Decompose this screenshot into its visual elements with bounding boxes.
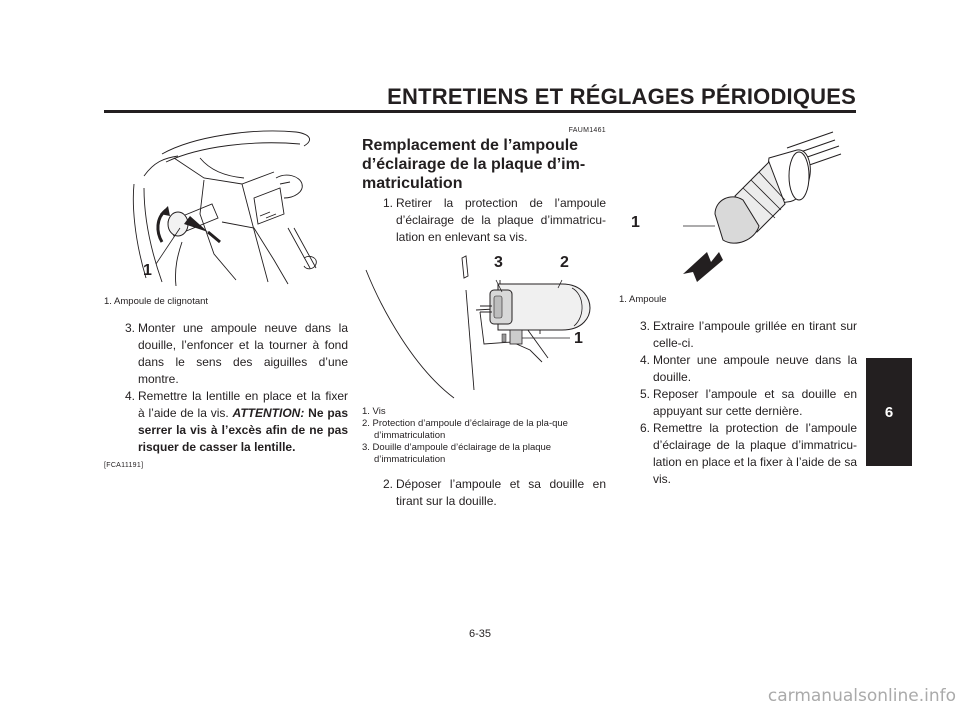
right-column — [619, 118, 857, 488]
figure-callout-1: 1 — [143, 262, 152, 279]
step-text: Monter une ampoule neuve dans la douille, l’enfoncer et la tourner à fond dans le sens des aiguilles d’une montre. — [138, 321, 348, 386]
bulb-illustration — [619, 122, 857, 292]
step-number: 4. — [640, 353, 651, 367]
step-item — [619, 420, 857, 488]
attention-text: Ne pas serrer la vis à l’excès afin de ne pas risquer de casser la lentille. — [138, 406, 349, 454]
step-list — [619, 318, 857, 488]
caption-item: 3. Douille d’ampoule d’éclairage de la plaque d’immatriculation — [362, 442, 552, 465]
caption-item: 1. Ampoule de clignotant — [104, 296, 209, 307]
step-list — [104, 320, 348, 456]
step-number: 1. — [383, 196, 394, 210]
figure-caption — [619, 294, 857, 306]
figure-caption — [104, 296, 348, 308]
step-item — [619, 386, 857, 420]
figure-callout-1: 1 — [574, 330, 583, 347]
page-header-title: ENTRETIENS ET RÉGLAGES PÉRIODIQUES — [387, 84, 856, 109]
license-light-illustration — [362, 250, 606, 400]
step-number: 5. — [640, 387, 651, 401]
step-text: Remettre la lentille en place et la fixer à l’aide de la vis. — [138, 389, 348, 420]
left-column — [104, 118, 348, 469]
step-item — [619, 352, 857, 386]
turn-signal-figure — [104, 118, 348, 290]
step-number: 2. — [383, 477, 394, 491]
step-number: 3. — [125, 321, 136, 335]
watermark: carmanualsonline.info — [767, 686, 956, 706]
figure-callout-1: 1 — [631, 214, 640, 231]
step-number: 3. — [640, 319, 651, 333]
turn-signal-illustration — [104, 118, 348, 290]
figure-callout-2: 2 — [560, 254, 569, 271]
figure-callout-3: 3 — [494, 254, 503, 271]
reference-code: [FCA11191] — [104, 462, 144, 469]
step-text: Déposer l’ampoule et sa douille en tirant sur la douille. — [396, 477, 606, 508]
step-text: Extraire l’ampoule grillée en tirant sur celle-ci. — [653, 319, 857, 350]
middle-column — [362, 118, 606, 510]
step-item — [104, 388, 348, 456]
page-number: 6-35 — [468, 628, 492, 640]
step-number: 4. — [125, 389, 136, 403]
header-rule — [104, 110, 856, 113]
section-title: Remplacement de l’ampoule d’éclairage de la plaque d’im-matriculation — [362, 137, 586, 192]
step-text: Reposer l’ampoule et sa douille en appuyant sur cette dernière. — [653, 387, 857, 418]
step-item — [362, 195, 606, 246]
chapter-tab — [866, 358, 912, 466]
caption-item: 2. Protection d’ampoule d’éclairage de la pla-que d’immatriculation — [362, 418, 568, 441]
step-text: Monter une ampoule neuve dans la douille. — [653, 353, 857, 384]
attention-label: ATTENTION: — [232, 406, 305, 420]
step-text: Retirer la protection de l’ampoule d’éclairage de la plaque d’immatricu-lation en enlevant sa vis. — [396, 196, 606, 244]
step-number: 6. — [640, 421, 651, 435]
reference-code: FAUM1461 — [568, 127, 606, 134]
step-item — [362, 476, 606, 510]
caption-item: 1. Vis — [362, 406, 386, 417]
figure-caption — [362, 406, 606, 466]
chapter-number: 6 — [884, 404, 894, 421]
bulb-figure — [619, 122, 857, 292]
license-light-figure — [362, 250, 606, 400]
step-text: Remettre la protection de l’ampoule d’éclairage de la plaque d’immatricu-lation en place et la fixer à l’aide de sa vis. — [653, 421, 857, 486]
step-item — [619, 318, 857, 352]
step-item — [104, 320, 348, 388]
caption-item: 1. Ampoule — [619, 294, 667, 305]
